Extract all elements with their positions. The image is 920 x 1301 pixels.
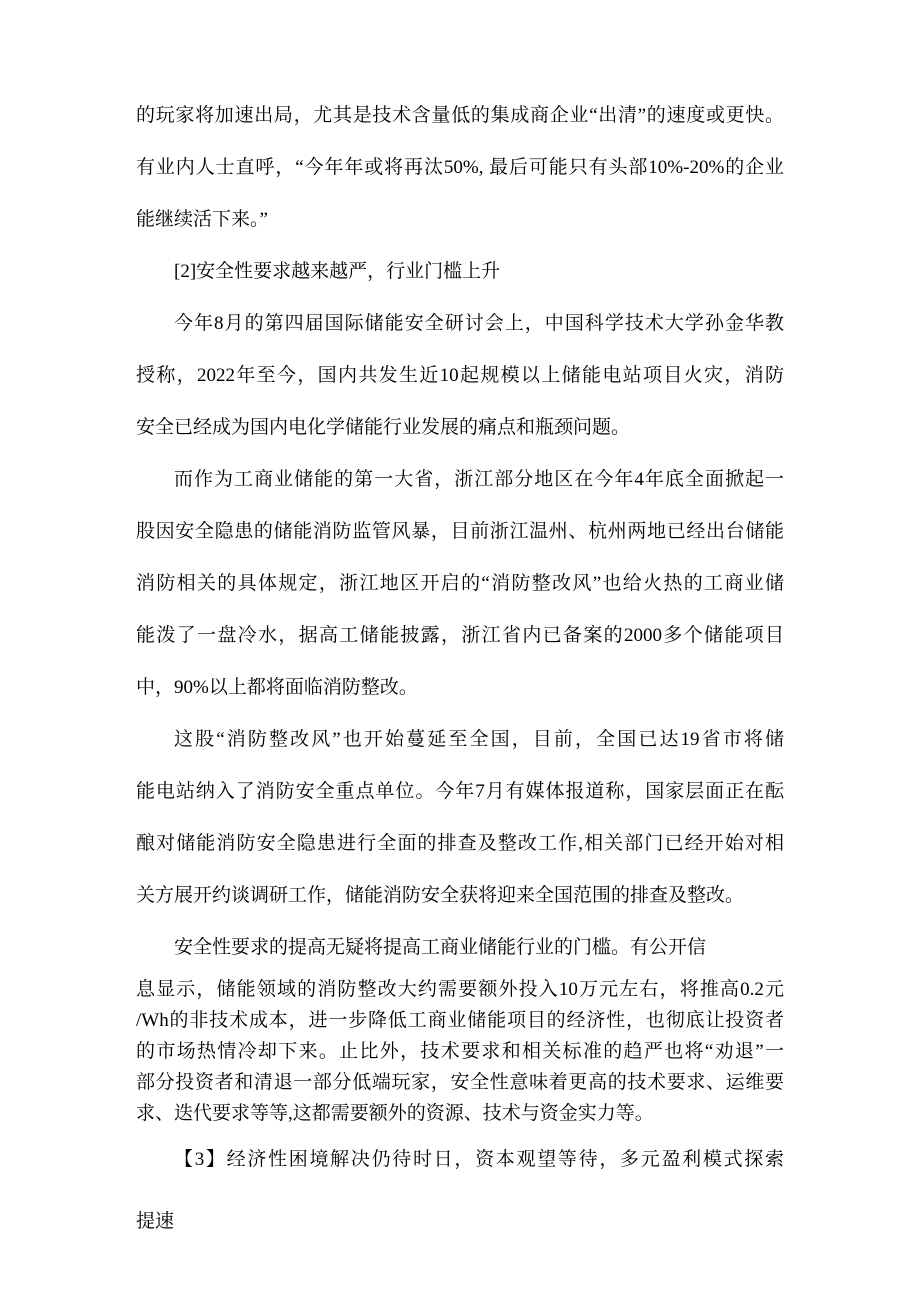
text-line: 而作为工商业储能的第一大省，浙江部分地区在今年4年底全面掀起一 [174,469,784,490]
document-body [136,90,784,1253]
text-line: /Wh的非技术成本，进一步降低工商业储能项目的经济性，也彻底让投资者 [136,1010,784,1031]
text-line: 部分投资者和清退一部分低端玩家，安全性意味着更高的技术要求、运维要 [136,1072,784,1093]
heading-section-3 [136,1129,784,1253]
text-line: 的玩家将加速出局，尤其是技术含量低的集成商企业“出清”的速度或更快。 [136,105,784,126]
paragraph-national-spread [136,714,784,922]
heading-section-2 [136,246,784,298]
text-line: 关方展开约谈调研工作，储能消防安全获将迎来全国范围的排查及整改。 [136,885,745,906]
text-line: 求、迭代要求等等,这都需要额外的资源、技术与资金实力等。 [136,1103,654,1124]
text-line: 的市场热情冷却下来。止比外，技术要求和相关标准的趋严也将“劝退”一 [136,1041,784,1062]
text-line: [2]安全性要求越来越严，行业门槛上升 [174,261,501,282]
text-line: 今年8月的第四届国际储能安全研讨会上，中国科学技术大学孙金华教 [174,313,784,334]
text-line: 授称，2022年至今，国内共发生近10起规模以上储能电站项目火灾，消防 [136,365,784,386]
text-line: 安全性要求的提高无疑将提高工商业储能行业的门槛。有公开信 [174,937,707,958]
text-line: 能电站纳入了消防安全重点单位。今年7月有媒体报道称，国家层面正在酝 [136,781,784,802]
text-line: 股因安全隐患的储能消防监管风暴，目前浙江温州、杭州两地已经出台储能 [136,521,784,542]
paragraph-zhejiang-regulation [136,454,784,714]
paragraph-market-shakeout [136,90,784,246]
text-line: 消防相关的具体规定，浙江地区开启的“消防整改风”也给火热的工商业储 [136,573,784,594]
text-line: 【3】经济性困境解决仍待时日，资本观望等待，多元盈利模式探索 [174,1149,784,1170]
paragraph-threshold-rise [136,922,784,1129]
paragraph-safety-incidents [136,298,784,454]
text-line: 息显示，储能领域的消防整改大约需要额外投入10万元左右，将推高0.2元 [136,979,784,1000]
text-line: 有业内人士直呼，“今年年或将再汰50%, 最后可能只有头部10%-20%的企业 [136,157,784,178]
text-line: 能泼了一盘冷水，据高工储能披露，浙江省内已备案的2000多个储能项目 [136,625,784,646]
text-line: 这股“消防整改风”也开始蔓延至全国，目前，全国已达19省市将储 [174,729,784,750]
text-line: 提速 [136,1211,175,1232]
text-line: 酿对储能消防安全隐患进行全面的排查及整改工作,相关部门已经开始对相 [136,833,784,854]
text-line: 能继续活下来。” [136,209,268,230]
text-line: 中，90%以上都将面临消防整改。 [136,677,418,698]
text-line: 安全已经成为国内电化学储能行业发展的痛点和瓶颈问题。 [136,417,631,438]
